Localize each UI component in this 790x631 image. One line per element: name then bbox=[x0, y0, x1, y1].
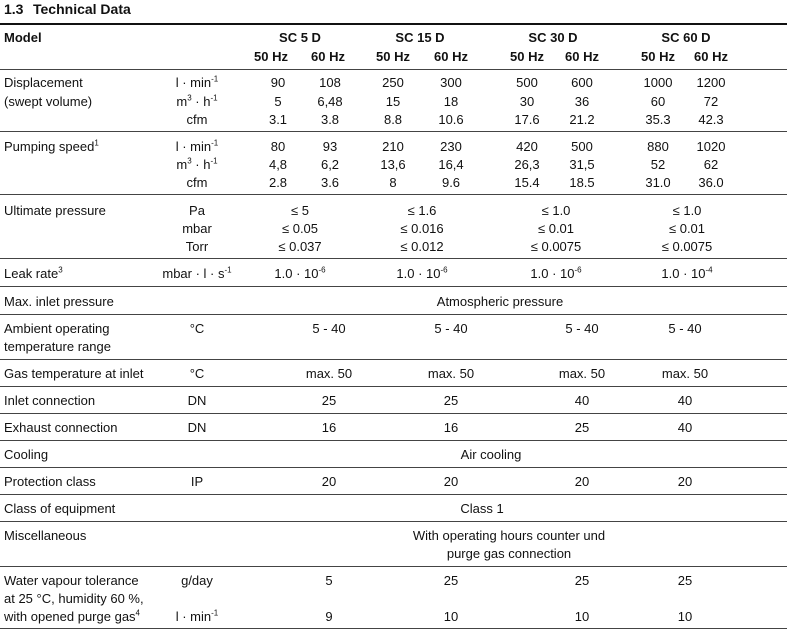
model-sc15d: SC 15 D bbox=[395, 30, 445, 45]
freq-50hz: 50 Hz bbox=[376, 49, 410, 64]
misc-value-line1: With operating hours counter und bbox=[412, 528, 606, 543]
unit-celsius: °C bbox=[189, 366, 205, 381]
section-heading bbox=[4, 1, 131, 17]
misc-value-line2: purge gas connection bbox=[446, 546, 572, 561]
freq-60hz: 60 Hz bbox=[694, 49, 728, 64]
max-inlet-value: Atmospheric pressure bbox=[436, 294, 564, 309]
exhaust-value: 16 bbox=[443, 420, 459, 435]
equipment-value: Class 1 bbox=[460, 501, 504, 516]
divider bbox=[0, 467, 787, 468]
water-gday-value: 25 bbox=[443, 573, 459, 588]
water-lmin-value: 9 bbox=[325, 609, 333, 624]
leak-value: $1.0 \cdot 10^{-4}$ bbox=[661, 265, 713, 281]
row-label-class-of-equipment: Class of equipment bbox=[4, 501, 116, 516]
pumping-speed-value: 31.0 bbox=[645, 175, 671, 190]
unit-cfm: cfm bbox=[186, 112, 208, 127]
ultimate-pressure-value: ≤ 1.0 bbox=[541, 203, 571, 218]
divider bbox=[0, 23, 787, 25]
gas-temp-value: max. 50 bbox=[661, 366, 709, 381]
inlet-value: 40 bbox=[574, 393, 590, 408]
unit-dn: DN bbox=[187, 420, 207, 435]
row-label-water-conditions: at 25 °C, humidity 60 %, bbox=[4, 591, 144, 606]
water-gday-value: 25 bbox=[677, 573, 693, 588]
leak-value: $1.0 \cdot 10^{-6}$ bbox=[530, 265, 582, 281]
unit-mbar-l-s: mbar · $l \cdot s^{-1}$ bbox=[162, 265, 232, 281]
unit-ip: IP bbox=[190, 474, 204, 489]
displacement-value: 3.1 bbox=[268, 112, 288, 127]
divider bbox=[0, 314, 787, 315]
ambient-value: 5 - 40 bbox=[434, 321, 468, 336]
row-label-pumping-speed: Pumping speed$^1$ bbox=[4, 138, 99, 154]
row-label-protection-class: Protection class bbox=[4, 474, 96, 489]
water-lmin-value: 10 bbox=[443, 609, 459, 624]
unit-celsius: °C bbox=[189, 321, 205, 336]
exhaust-value: 25 bbox=[574, 420, 590, 435]
gas-temp-value: max. 50 bbox=[427, 366, 475, 381]
unit-dn: DN bbox=[187, 393, 207, 408]
pumping-speed-value: 80 bbox=[270, 139, 286, 154]
ultimate-pressure-value: ≤ 1.6 bbox=[407, 203, 437, 218]
ultimate-pressure-value: ≤ 0.0075 bbox=[661, 239, 713, 254]
displacement-value: 15 bbox=[385, 94, 401, 109]
pumping-speed-value: 230 bbox=[440, 139, 462, 154]
pumping-speed-value: 13,6 bbox=[380, 157, 406, 172]
freq-60hz: 60 Hz bbox=[565, 49, 599, 64]
row-label-leak-rate: Leak rate$^3$ bbox=[4, 265, 63, 281]
row-label-miscellaneous: Miscellaneous bbox=[4, 528, 87, 543]
displacement-value: 60 bbox=[650, 94, 666, 109]
protection-value: 20 bbox=[677, 474, 693, 489]
displacement-value: 21.2 bbox=[569, 112, 595, 127]
row-label-gas-temp: Gas temperature at inlet bbox=[4, 366, 144, 381]
unit-mbar: mbar bbox=[182, 221, 212, 236]
section-number: 1.3 bbox=[4, 1, 24, 17]
ultimate-pressure-value: ≤ 1.0 bbox=[672, 203, 702, 218]
displacement-value: 17.6 bbox=[514, 112, 540, 127]
ultimate-pressure-value: ≤ 0.0075 bbox=[530, 239, 582, 254]
unit-torr: Torr bbox=[185, 239, 209, 254]
protection-value: 20 bbox=[574, 474, 590, 489]
displacement-value: 250 bbox=[382, 75, 404, 90]
row-label-max-inlet-pressure: Max. inlet pressure bbox=[4, 294, 114, 309]
unit-l-min: $l \cdot \min^{-1}$ bbox=[175, 608, 219, 624]
displacement-value: 300 bbox=[440, 75, 462, 90]
displacement-value: 1200 bbox=[696, 75, 726, 90]
gas-temp-value: max. 50 bbox=[305, 366, 353, 381]
inlet-value: 25 bbox=[443, 393, 459, 408]
pumping-speed-value: 6,2 bbox=[320, 157, 340, 172]
freq-60hz: 60 Hz bbox=[311, 49, 345, 64]
divider bbox=[0, 69, 787, 70]
water-gday-value: 25 bbox=[574, 573, 590, 588]
water-lmin-value: 10 bbox=[677, 609, 693, 624]
row-label-water-vapour: Water vapour tolerance bbox=[4, 573, 139, 588]
displacement-value: 500 bbox=[516, 75, 538, 90]
pumping-speed-value: 26,3 bbox=[514, 157, 540, 172]
unit-m3-h: $m^3 \cdot h^{-1}$ bbox=[176, 93, 218, 109]
displacement-value: 8.8 bbox=[383, 112, 403, 127]
pumping-speed-value: 8 bbox=[389, 175, 397, 190]
unit-l-min: $l \cdot \min^{-1}$ bbox=[175, 74, 219, 90]
divider bbox=[0, 131, 787, 132]
ultimate-pressure-value: ≤ 0.01 bbox=[668, 221, 706, 236]
gas-temp-value: max. 50 bbox=[558, 366, 606, 381]
unit-g-day: g/day bbox=[181, 573, 213, 588]
row-label-ambient: Ambient operating bbox=[4, 321, 110, 336]
row-label-swept-volume: (swept volume) bbox=[4, 94, 93, 109]
protection-value: 20 bbox=[321, 474, 337, 489]
pumping-speed-value: 2.8 bbox=[268, 175, 288, 190]
inlet-value: 40 bbox=[677, 393, 693, 408]
displacement-value: 6,48 bbox=[317, 94, 343, 109]
pumping-speed-value: 16,4 bbox=[438, 157, 464, 172]
displacement-value: 5 bbox=[274, 94, 282, 109]
divider bbox=[0, 386, 787, 387]
displacement-value: 108 bbox=[319, 75, 341, 90]
protection-value: 20 bbox=[443, 474, 459, 489]
pumping-speed-value: 31,5 bbox=[569, 157, 595, 172]
displacement-value: 36 bbox=[574, 94, 590, 109]
exhaust-value: 40 bbox=[677, 420, 693, 435]
model-sc30d: SC 30 D bbox=[528, 30, 578, 45]
ultimate-pressure-value: ≤ 0.016 bbox=[400, 221, 444, 236]
pumping-speed-value: 210 bbox=[382, 139, 404, 154]
divider bbox=[0, 440, 787, 441]
pumping-speed-value: 9.6 bbox=[441, 175, 461, 190]
displacement-value: 600 bbox=[571, 75, 593, 90]
row-label-temp-range: temperature range bbox=[4, 339, 111, 354]
freq-50hz: 50 Hz bbox=[510, 49, 544, 64]
divider bbox=[0, 286, 787, 287]
freq-50hz: 50 Hz bbox=[641, 49, 675, 64]
divider bbox=[0, 566, 787, 567]
displacement-value: 72 bbox=[703, 94, 719, 109]
displacement-value: 18 bbox=[443, 94, 459, 109]
model-sc60d: SC 60 D bbox=[661, 30, 711, 45]
displacement-value: 1000 bbox=[643, 75, 673, 90]
pumping-speed-value: 420 bbox=[516, 139, 538, 154]
ultimate-pressure-value: ≤ 0.01 bbox=[537, 221, 575, 236]
row-label-exhaust-connection: Exhaust connection bbox=[4, 420, 118, 435]
pumping-speed-value: 3.6 bbox=[320, 175, 340, 190]
row-label-displacement: Displacement bbox=[4, 75, 83, 90]
ultimate-pressure-value: ≤ 0.037 bbox=[278, 239, 322, 254]
water-lmin-value: 10 bbox=[574, 609, 590, 624]
unit-cfm: cfm bbox=[186, 175, 208, 190]
inlet-value: 25 bbox=[321, 393, 337, 408]
displacement-value: 42.3 bbox=[698, 112, 724, 127]
cooling-value: Air cooling bbox=[460, 447, 522, 462]
displacement-value: 30 bbox=[519, 94, 535, 109]
ambient-value: 5 - 40 bbox=[312, 321, 346, 336]
unit-l-min: $l \cdot \min^{-1}$ bbox=[175, 138, 219, 154]
pumping-speed-value: 15.4 bbox=[514, 175, 540, 190]
ultimate-pressure-value: ≤ 0.05 bbox=[281, 221, 319, 236]
divider bbox=[0, 628, 787, 629]
water-gday-value: 5 bbox=[325, 573, 333, 588]
displacement-value: 35.3 bbox=[645, 112, 671, 127]
row-label-ultimate-pressure: Ultimate pressure bbox=[4, 203, 106, 218]
ultimate-pressure-value: ≤ 5 bbox=[291, 203, 309, 218]
model-sc5d: SC 5 D bbox=[279, 30, 321, 45]
pumping-speed-value: 62 bbox=[703, 157, 719, 172]
pumping-speed-value: 52 bbox=[650, 157, 666, 172]
leak-value: $1.0 \cdot 10^{-6}$ bbox=[396, 265, 448, 281]
freq-60hz: 60 Hz bbox=[434, 49, 468, 64]
pumping-speed-value: 18.5 bbox=[569, 175, 595, 190]
pumping-speed-value: 36.0 bbox=[698, 175, 724, 190]
ambient-value: 5 - 40 bbox=[668, 321, 702, 336]
pumping-speed-value: 4,8 bbox=[268, 157, 288, 172]
displacement-value: 3.8 bbox=[320, 112, 340, 127]
section-title: Technical Data bbox=[33, 1, 131, 17]
divider bbox=[0, 413, 787, 414]
pumping-speed-value: 500 bbox=[571, 139, 593, 154]
leak-value: $1.0 \cdot 10^{-6}$ bbox=[274, 265, 326, 281]
pumping-speed-value: 1020 bbox=[696, 139, 726, 154]
unit-m3-h: $m^3 \cdot h^{-1}$ bbox=[176, 156, 218, 172]
displacement-value: 10.6 bbox=[438, 112, 464, 127]
ambient-value: 5 - 40 bbox=[565, 321, 599, 336]
model-header-label: Model bbox=[4, 30, 42, 45]
pumping-speed-value: 93 bbox=[322, 139, 338, 154]
row-label-cooling: Cooling bbox=[4, 447, 49, 462]
divider bbox=[0, 494, 787, 495]
freq-50hz: 50 Hz bbox=[254, 49, 288, 64]
divider bbox=[0, 194, 787, 195]
row-label-inlet-connection: Inlet connection bbox=[4, 393, 96, 408]
row-label-purge-gas: with opened purge gas$^4$ bbox=[4, 608, 140, 624]
pumping-speed-value: 880 bbox=[647, 139, 669, 154]
ultimate-pressure-value: ≤ 0.012 bbox=[400, 239, 444, 254]
unit-pa: Pa bbox=[189, 203, 205, 218]
divider bbox=[0, 521, 787, 522]
exhaust-value: 16 bbox=[321, 420, 337, 435]
divider bbox=[0, 258, 787, 259]
divider bbox=[0, 359, 787, 360]
displacement-value: 90 bbox=[270, 75, 286, 90]
